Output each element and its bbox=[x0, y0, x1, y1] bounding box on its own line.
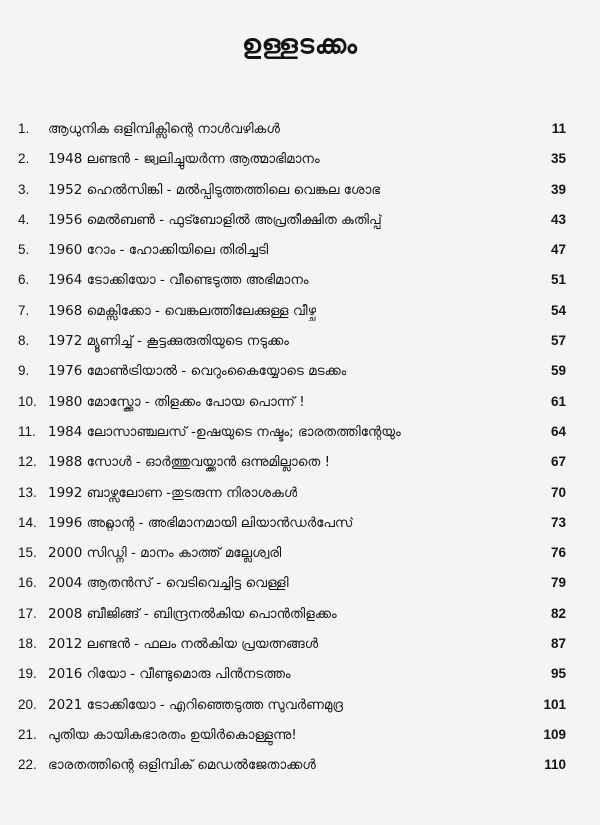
toc-entry bbox=[0, 296, 600, 326]
entry-title: പുതിയ കായികഭാരതം ഉയിർകൊള്ളുന്നു! bbox=[48, 726, 297, 743]
entry-page-number: 82 bbox=[550, 605, 566, 621]
toc-entry bbox=[0, 538, 600, 568]
entry-page-number: 35 bbox=[550, 151, 566, 167]
entry-page-number: 110 bbox=[544, 757, 566, 773]
entry-number: 19. bbox=[18, 666, 37, 682]
entry-title: 1984 ലോസാഞ്ചലസ് -ഉഷയുടെ നഷ്ടം; ഭാരതത്തിന്റേയും bbox=[48, 423, 401, 440]
toc-entry bbox=[0, 659, 600, 689]
entry-number: 20. bbox=[18, 696, 37, 712]
entry-title: 2000 സിഡ്നി - മാനം കാത്ത് മല്ലേശ്വരി bbox=[48, 545, 282, 562]
entry-page-number: 54 bbox=[550, 302, 566, 318]
toc-entry bbox=[0, 478, 600, 508]
entry-page-number: 57 bbox=[550, 333, 566, 349]
entry-title: 1980 മോസ്ക്കോ - തിളക്കം പോയ പൊന്ന് ! bbox=[48, 393, 305, 410]
entry-number: 13. bbox=[18, 484, 37, 500]
entry-page-number: 67 bbox=[550, 454, 566, 470]
entry-page-number: 39 bbox=[550, 181, 566, 197]
entry-page-number: 59 bbox=[550, 363, 566, 379]
entry-page-number: 61 bbox=[550, 393, 566, 409]
toc-entry bbox=[0, 629, 600, 659]
entry-title: 2012 ലണ്ടൻ - ഫലം നൽകിയ പ്രയത്നങ്ങൾ bbox=[48, 636, 319, 653]
entry-number: 17. bbox=[18, 605, 37, 621]
entry-number: 15. bbox=[18, 545, 37, 561]
entry-number: 18. bbox=[18, 636, 37, 652]
entry-title: 1956 മെൽബൺ - ഫുട്ബോളിൽ അപ്രതീക്ഷിത കുതിപ്പ് bbox=[48, 211, 382, 228]
entry-number: 14. bbox=[18, 514, 37, 530]
entry-number: 11. bbox=[18, 423, 36, 439]
page-title: ഉള്ളടക്കം bbox=[242, 30, 358, 60]
entry-title: 1960 റോം - ഹോക്കിയിലെ തിരിച്ചടി bbox=[48, 242, 269, 259]
entry-number: 9. bbox=[18, 363, 30, 379]
entry-title: 2004 ആതൻസ് - വെടിവെച്ചിട്ട വെള്ളി bbox=[48, 575, 289, 592]
toc-entry bbox=[0, 265, 600, 295]
toc-entry bbox=[0, 720, 600, 750]
toc-entry bbox=[0, 417, 600, 447]
entry-number: 22. bbox=[18, 757, 37, 773]
entry-title: ആധുനിക ഒളിമ്പിക്സിന്റെ നാൾവഴികൾ bbox=[48, 121, 280, 137]
toc-entry bbox=[0, 114, 600, 144]
toc-entry bbox=[0, 326, 600, 356]
entry-title: 1988 സോൾ - ഓർത്തുവയ്ക്കാൻ ഒന്നുമില്ലാതെ ! bbox=[48, 454, 330, 471]
entry-title: 1972 മ്യൂണിച്ച് - കൂട്ടക്കുരുതിയുടെ നടുക്കം bbox=[48, 333, 289, 350]
entry-page-number: 64 bbox=[550, 423, 566, 439]
entry-page-number: 95 bbox=[550, 666, 566, 682]
toc-entry bbox=[0, 599, 600, 629]
entry-number: 10. bbox=[18, 393, 37, 409]
entry-number: 5. bbox=[18, 242, 30, 258]
entry-page-number: 73 bbox=[550, 514, 566, 530]
entry-page-number: 101 bbox=[543, 696, 566, 712]
entry-page-number: 109 bbox=[543, 726, 566, 742]
entry-number: 1. bbox=[18, 121, 30, 136]
entry-number: 6. bbox=[18, 272, 30, 288]
entry-page-number: 51 bbox=[550, 272, 566, 288]
entry-title: 1952 ഹെൽസിങ്കി - മൽപ്പിടുത്തത്തിലെ വെങ്കല ശോഭ bbox=[48, 181, 381, 198]
entry-page-number: 70 bbox=[550, 484, 566, 500]
entry-title: 1964 ടോക്കിയോ - വീണ്ടെടുത്ത അഭിമാനം bbox=[48, 272, 309, 289]
entry-title: 1948 ലണ്ടൻ - ജ്വലിച്ചുയർന്ന ആത്മാഭിമാനം bbox=[48, 151, 320, 168]
entry-title: 1976 മോൺട്രിയാൽ - വെറുംകൈയ്യോടെ മടക്കം bbox=[48, 363, 347, 380]
toc-entry bbox=[0, 508, 600, 538]
entry-number: 8. bbox=[18, 333, 30, 349]
entry-number: 7. bbox=[18, 302, 30, 318]
entry-page-number: 76 bbox=[550, 545, 566, 561]
entry-page-number: 79 bbox=[550, 575, 566, 591]
entry-title: 2008 ബീജിങ്ങ് - ബിന്ദ്രനൽകിയ പൊൻതിളക്കം bbox=[48, 605, 337, 622]
toc-entry bbox=[0, 205, 600, 235]
entry-title: 1968 മെക്സിക്കോ - വെങ്കലത്തിലേക്കുള്ള വീഴ്ച bbox=[48, 302, 317, 319]
entry-number: 16. bbox=[18, 575, 37, 591]
toc-entry bbox=[0, 750, 600, 780]
entry-title: 1992 ബാഴ്സലോണ -തുടരുന്ന നിരാശകൾ bbox=[48, 484, 298, 501]
table-of-contents bbox=[0, 114, 600, 781]
toc-entry bbox=[0, 144, 600, 174]
toc-entry bbox=[0, 447, 600, 477]
entry-page-number: 43 bbox=[550, 211, 566, 227]
entry-title: ഭാരതത്തിന്റെ ഒളിമ്പിക് മെഡൽജേതാക്കൾ bbox=[48, 757, 316, 774]
toc-entry bbox=[0, 175, 600, 205]
entry-page-number: 87 bbox=[550, 636, 566, 652]
entry-page-number: 11 bbox=[551, 121, 566, 136]
toc-entry bbox=[0, 690, 600, 720]
entry-number: 2. bbox=[18, 151, 30, 167]
entry-number: 12. bbox=[18, 454, 37, 470]
entry-title: 2016 റിയോ - വീണ്ടുമൊരു പിൻനടത്തം bbox=[48, 666, 291, 683]
entry-page-number: 47 bbox=[550, 242, 566, 258]
entry-number: 21. bbox=[18, 726, 37, 742]
toc-entry bbox=[0, 235, 600, 265]
toc-entry bbox=[0, 387, 600, 417]
toc-entry bbox=[0, 568, 600, 598]
toc-entry bbox=[0, 356, 600, 386]
entry-number: 3. bbox=[18, 181, 30, 197]
entry-number: 4. bbox=[18, 211, 30, 227]
entry-title: 1996 അറ്റ്ലാന്റ - അഭിമാനമായി ലിയാൻഡർപേസ് bbox=[48, 514, 354, 531]
entry-title: 2021 ടോക്കിയോ - എറിഞ്ഞെടുത്ത സുവർണമുദ്ര bbox=[48, 696, 344, 713]
